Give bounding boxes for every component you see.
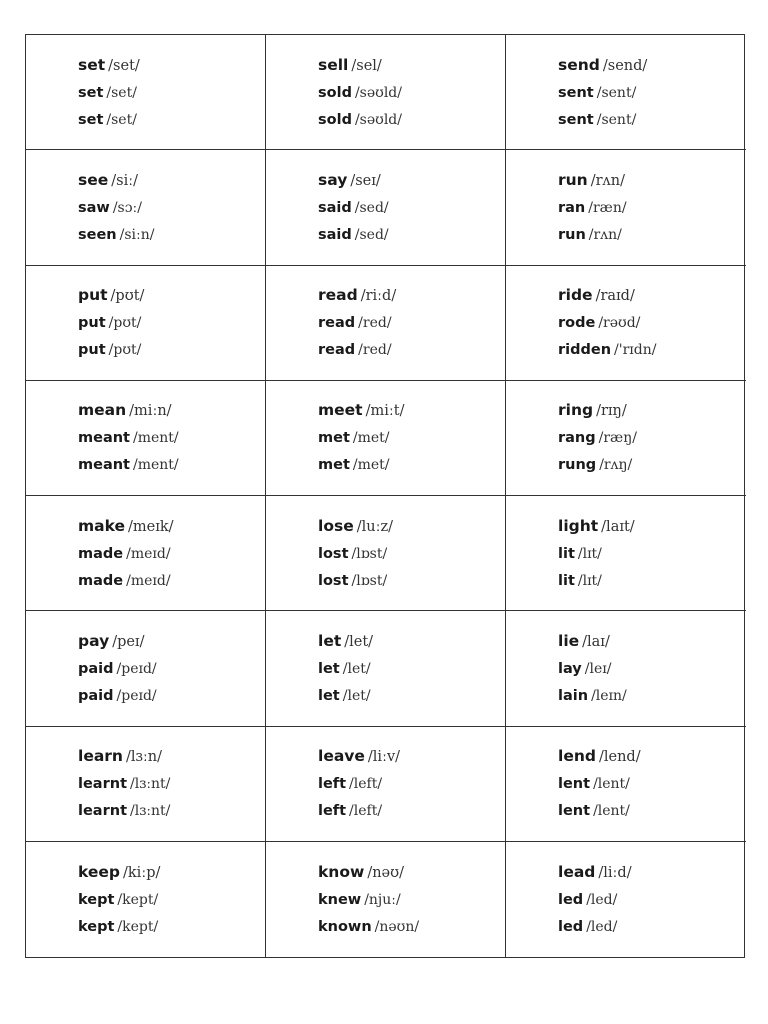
past-simple-form [78,429,265,447]
verb-word: lose [318,516,354,535]
past-simple-form [318,199,505,217]
verb-word: sell [318,55,349,74]
past-simple-form [558,314,746,332]
verb-word: know [318,862,365,881]
verb-card [26,611,266,726]
base-form [318,863,505,882]
verb-word: lend [558,747,596,766]
verb-card [506,35,746,150]
verb-word: led [558,891,584,908]
verb-card [506,842,746,957]
verb-word: learn [78,747,123,766]
verb-word: met [318,430,350,447]
phonetic-transcription: /met/ [352,457,390,474]
phonetic-transcription: /lɒst/ [351,572,388,589]
phonetic-transcription: /səʊld/ [354,111,402,128]
verb-word: paid [78,660,114,677]
verb-word: left [318,803,347,820]
base-form [558,171,746,190]
phonetic-transcription: /siː/ [111,172,138,189]
verb-card [266,150,506,265]
phonetic-transcription: /kept/ [117,891,159,908]
phonetic-transcription: /meɪd/ [126,572,171,589]
phonetic-transcription: /leɪ/ [584,660,612,677]
base-form [318,401,505,420]
phonetic-transcription: /sent/ [596,111,637,128]
past-simple-form [558,775,746,793]
verb-word: lit [558,572,575,589]
past-participle-form [318,687,505,705]
base-form [558,863,746,882]
past-participle-form [558,111,746,129]
base-form [78,747,265,766]
past-simple-form [78,84,265,102]
phonetic-transcription: /led/ [586,891,618,908]
phonetic-transcription: /sed/ [354,226,389,243]
verb-card [266,842,506,957]
base-form [558,747,746,766]
phonetic-transcription: /rəʊd/ [598,315,641,332]
phonetic-transcription: /let/ [344,633,374,650]
past-participle-form [558,572,746,590]
phonetic-transcription: /ment/ [132,430,179,447]
verb-word: read [318,342,356,359]
verb-word: put [78,286,108,305]
past-participle-form [318,572,505,590]
phonetic-transcription: /luːz/ [356,518,393,535]
phonetic-transcription: /met/ [352,430,390,447]
verb-word: lay [558,660,582,677]
verb-word: make [78,516,126,535]
verb-word: paid [78,687,114,704]
verb-word: ride [558,286,593,305]
base-form [558,401,746,420]
past-participle-form [78,456,265,474]
phonetic-transcription: /laɪ/ [582,633,610,650]
verb-card [266,381,506,496]
past-simple-form [318,429,505,447]
verb-word: lent [558,776,591,793]
phonetic-transcription: /left/ [349,803,383,820]
verb-word: lit [558,545,575,562]
verb-word: said [318,199,352,216]
past-participle-form [558,687,746,705]
verb-word: read [318,315,356,332]
base-form [78,517,265,536]
verb-word: lent [558,803,591,820]
verb-word: read [318,286,358,305]
phonetic-transcription: /ræn/ [588,199,627,216]
past-participle-form [558,802,746,820]
verb-word: learnt [78,803,127,820]
base-form [78,286,265,305]
verb-word: rode [558,315,596,332]
phonetic-transcription: /kiːp/ [123,864,161,881]
phonetic-transcription: /set/ [106,111,137,128]
past-participle-form [78,918,265,936]
past-simple-form [558,429,746,447]
phonetic-transcription: /nəʊn/ [374,918,420,935]
phonetic-transcription: /miːt/ [365,403,405,420]
verb-word: ridden [558,342,612,359]
verb-card [266,496,506,611]
past-participle-form [318,111,505,129]
past-participle-form [78,572,265,590]
verb-word: lost [318,545,349,562]
past-participle-form [318,456,505,474]
verb-card [506,496,746,611]
verb-word: rang [558,430,596,447]
base-form [558,632,746,651]
base-form [78,56,265,75]
past-participle-form [558,341,746,359]
past-participle-form [78,111,265,129]
verb-word: kept [78,918,115,935]
verb-card [506,727,746,842]
phonetic-transcription: /let/ [342,660,371,677]
verb-card [266,35,506,150]
phonetic-transcription: /pʊt/ [108,315,142,332]
past-participle-form [558,918,746,936]
verb-word: set [78,111,104,128]
phonetic-transcription: /lɪt/ [577,545,602,562]
past-participle-form [318,802,505,820]
phonetic-transcription: /liːv/ [367,749,401,766]
verb-word: pay [78,631,110,650]
phonetic-transcription: /lɒst/ [351,545,388,562]
base-form [318,286,505,305]
verb-word: say [318,170,348,189]
verb-card [26,35,266,150]
verb-word: run [558,170,588,189]
phonetic-transcription: /kept/ [117,918,159,935]
base-form [558,517,746,536]
phonetic-transcription: /rɪŋ/ [596,403,627,420]
verb-word: see [78,170,109,189]
verb-word: send [558,55,600,74]
phonetic-transcription: /meɪd/ [126,545,171,562]
verb-word: seen [78,226,117,243]
verb-word: known [318,918,372,935]
phonetic-transcription: /lɜːn/ [125,749,162,766]
phonetic-transcription: /njuː/ [364,891,401,908]
phonetic-transcription: /lent/ [593,776,630,793]
phonetic-transcription: /leɪn/ [591,687,627,704]
verb-card [26,266,266,381]
past-participle-form [78,687,265,705]
phonetic-transcription: /set/ [108,57,140,74]
verb-word: met [318,457,350,474]
past-simple-form [558,199,746,217]
verb-word: run [558,226,586,243]
phonetic-transcription: /nəʊ/ [367,864,404,881]
verb-word: set [78,55,106,74]
base-form [318,56,505,75]
verb-card [506,150,746,265]
verb-card [26,842,266,957]
phonetic-transcription: /liːd/ [598,864,632,881]
verb-table [25,34,745,958]
phonetic-transcription: /lɜːnt/ [130,803,171,820]
phonetic-transcription: /sed/ [354,199,389,216]
phonetic-transcription: /peɪd/ [116,660,157,677]
verb-word: meant [78,457,130,474]
phonetic-transcription: /peɪ/ [112,633,145,650]
phonetic-transcription: /miːn/ [129,403,172,420]
phonetic-transcription: /send/ [602,57,648,74]
verb-card [26,496,266,611]
past-simple-form [318,545,505,563]
phonetic-transcription: /meɪk/ [128,518,174,535]
past-participle-form [318,341,505,359]
verb-word: learnt [78,776,127,793]
past-participle-form [318,226,505,244]
phonetic-transcription: /lend/ [598,749,641,766]
verb-word: let [318,631,342,650]
past-simple-form [318,891,505,909]
past-simple-form [78,199,265,217]
phonetic-transcription: /sɔː/ [112,199,142,216]
phonetic-transcription: /ment/ [132,457,179,474]
past-simple-form [558,891,746,909]
past-simple-form [318,775,505,793]
verb-word: put [78,315,106,332]
verb-card [26,150,266,265]
verb-card [266,266,506,381]
phonetic-transcription: /pʊt/ [110,288,145,305]
verb-word: mean [78,401,127,420]
past-participle-form [78,802,265,820]
past-simple-form [558,545,746,563]
past-simple-form [318,660,505,678]
phonetic-transcription: /peɪd/ [116,687,157,704]
verb-word: ran [558,199,586,216]
base-form [78,863,265,882]
base-form [558,56,746,75]
verb-word: meant [78,430,130,447]
verb-word: kept [78,891,115,908]
verb-word: led [558,918,584,935]
phonetic-transcription: /pʊt/ [108,342,142,359]
past-simple-form [558,660,746,678]
base-form [558,286,746,305]
phonetic-transcription: /sent/ [596,84,637,101]
phonetic-transcription: /raɪd/ [595,288,635,305]
past-participle-form [78,226,265,244]
past-participle-form [558,456,746,474]
verb-card [506,611,746,726]
phonetic-transcription: /siːn/ [119,226,155,243]
past-simple-form [318,84,505,102]
past-simple-form [558,84,746,102]
base-form [318,632,505,651]
verb-card [26,727,266,842]
verb-word: lead [558,862,596,881]
phonetic-transcription: /rʌn/ [590,172,625,189]
verb-word: ring [558,401,594,420]
verb-card [506,266,746,381]
phonetic-transcription: /left/ [349,776,383,793]
past-participle-form [78,341,265,359]
verb-word: set [78,84,104,101]
phonetic-transcription: /ræŋ/ [598,430,637,447]
verb-word: put [78,342,106,359]
base-form [318,747,505,766]
verb-word: said [318,226,352,243]
verb-word: sent [558,84,594,101]
phonetic-transcription: /red/ [358,315,392,332]
past-simple-form [78,545,265,563]
verb-card [506,381,746,496]
verb-word: saw [78,199,110,216]
past-simple-form [78,314,265,332]
past-participle-form [558,226,746,244]
verb-word: meet [318,401,363,420]
phonetic-transcription: /riːd/ [360,288,397,305]
phonetic-transcription: /let/ [342,687,371,704]
verb-card [266,727,506,842]
verb-card [26,381,266,496]
base-form [318,517,505,536]
past-simple-form [78,660,265,678]
verb-word: sold [318,111,352,128]
phonetic-transcription: /red/ [358,342,392,359]
phonetic-transcription: /'rɪdn/ [614,342,657,359]
phonetic-transcription: /set/ [106,84,137,101]
base-form [78,401,265,420]
verb-word: light [558,516,599,535]
verb-card [266,611,506,726]
base-form [78,632,265,651]
verb-word: let [318,660,340,677]
phonetic-transcription: /səʊld/ [354,84,402,101]
phonetic-transcription: /led/ [586,918,618,935]
base-form [318,171,505,190]
past-participle-form [318,918,505,936]
phonetic-transcription: /seɪ/ [350,172,381,189]
phonetic-transcription: /rʌn/ [588,226,622,243]
phonetic-transcription: /rʌŋ/ [599,457,633,474]
phonetic-transcription: /lɜːnt/ [130,776,171,793]
verb-word: sold [318,84,352,101]
verb-word: made [78,572,124,589]
verb-word: rung [558,457,597,474]
past-simple-form [78,775,265,793]
verb-word: lie [558,631,580,650]
phonetic-transcription: /lɪt/ [577,572,602,589]
verb-word: left [318,776,347,793]
verb-word: lain [558,687,589,704]
base-form [78,171,265,190]
verb-word: leave [318,747,365,766]
phonetic-transcription: /laɪt/ [601,518,635,535]
verb-word: let [318,687,340,704]
verb-word: knew [318,891,362,908]
verb-word: lost [318,572,349,589]
past-simple-form [78,891,265,909]
phonetic-transcription: /sel/ [351,57,382,74]
verb-word: sent [558,111,594,128]
verb-word: keep [78,862,121,881]
verb-word: made [78,545,124,562]
phonetic-transcription: /lent/ [593,803,630,820]
past-simple-form [318,314,505,332]
